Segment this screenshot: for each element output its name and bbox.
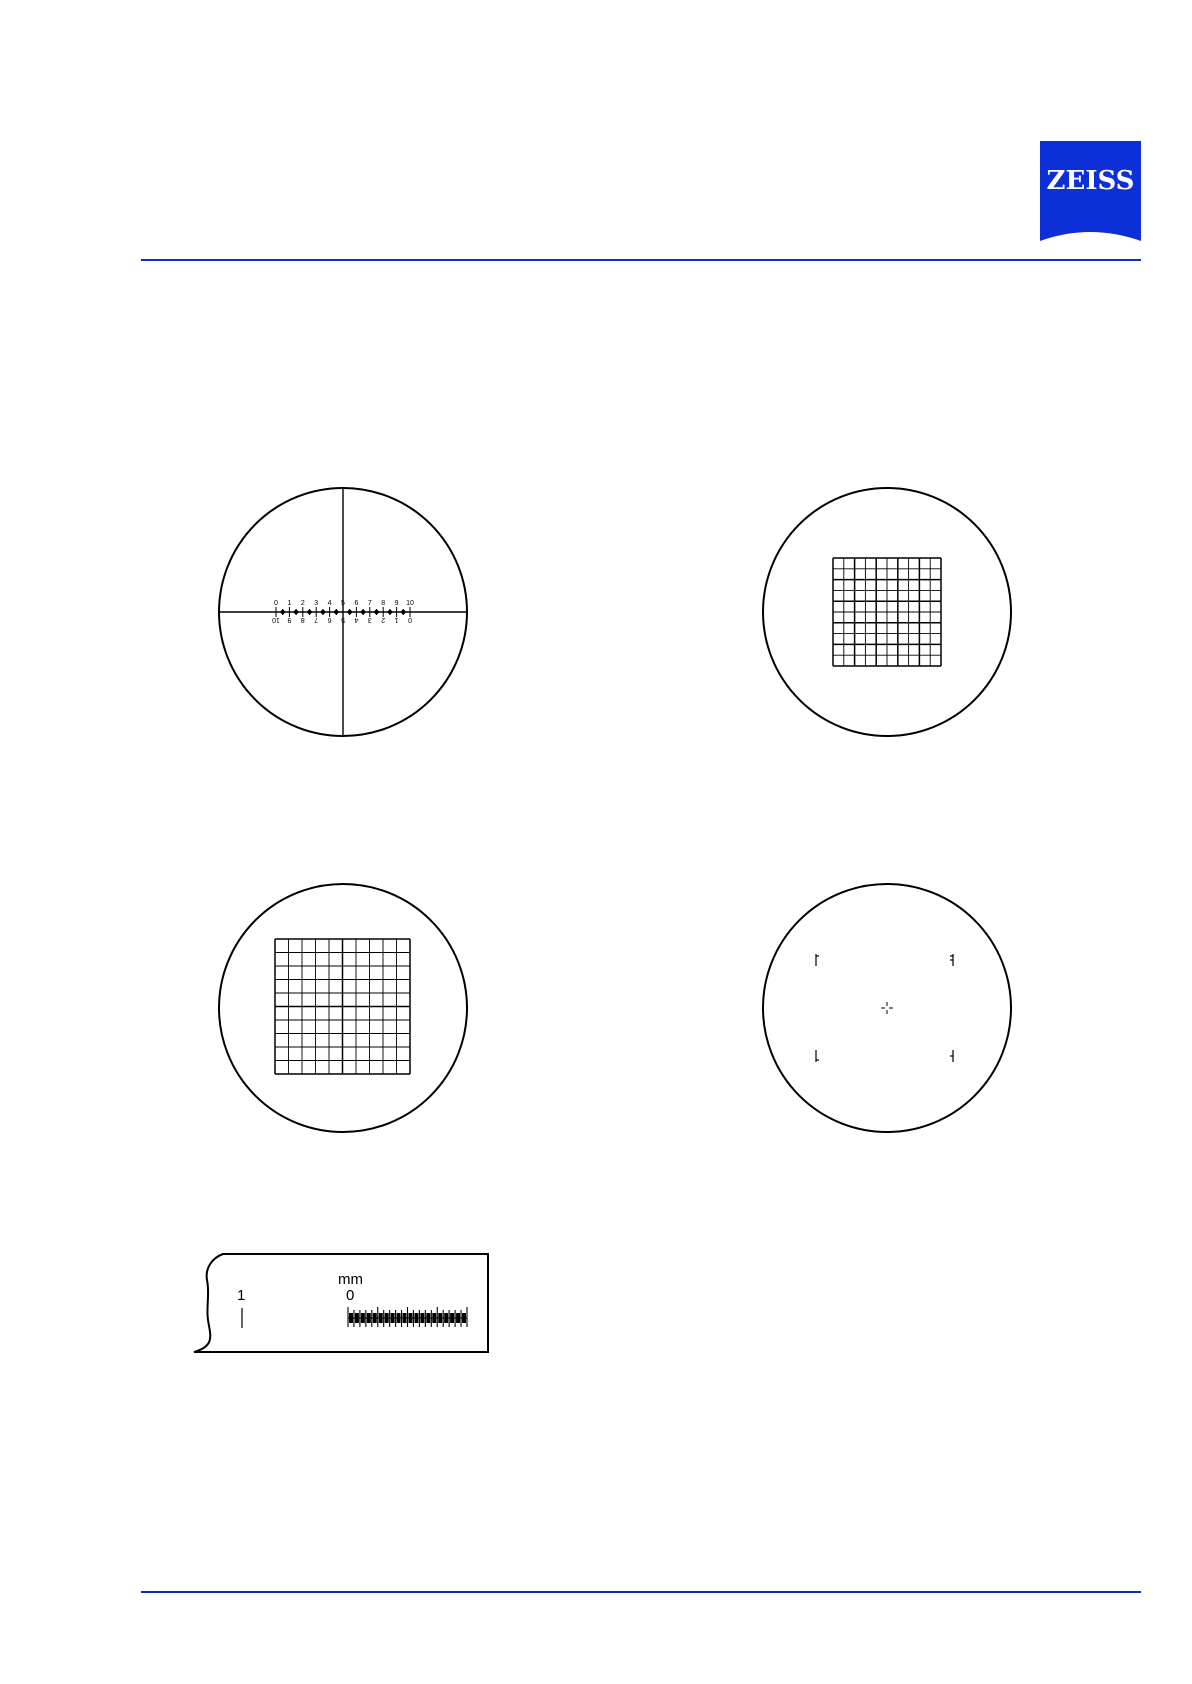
crossline-scale-reticle [217, 486, 469, 738]
micrometer-block [444, 1313, 448, 1323]
micrometer-block [361, 1313, 365, 1323]
reticle-circle [763, 884, 1011, 1132]
upper-label: 6 [354, 600, 359, 607]
micrometer-block [450, 1313, 454, 1323]
micrometer-block [432, 1313, 436, 1323]
micrometer-block [355, 1313, 359, 1323]
lower-scale-labels [272, 616, 412, 623]
lower-label: 1 [394, 616, 399, 623]
center-cross-mark [881, 1002, 893, 1014]
corner-mark-top-right [950, 954, 953, 966]
lower-label: 6 [327, 616, 332, 623]
fine-net-micrometer-reticle [217, 882, 469, 1134]
lower-label: 8 [300, 616, 305, 623]
scale-marker [333, 609, 339, 615]
scale-marker [374, 609, 380, 615]
lower-label: 10 [272, 616, 280, 623]
stage-micrometer [190, 1250, 490, 1356]
lower-label: 7 [314, 616, 319, 623]
micrometer-unit-label: mm [338, 1271, 363, 1288]
micrometer-scale [348, 1307, 467, 1327]
header-rule [141, 259, 1141, 261]
upper-label: 8 [381, 600, 386, 607]
micrometer-block [420, 1313, 424, 1323]
scale-marker [307, 609, 313, 615]
lower-label: 3 [367, 616, 372, 623]
micrometer-block [409, 1313, 413, 1323]
scale-marker [387, 609, 393, 615]
micrometer-block [403, 1313, 407, 1323]
upper-label: 3 [314, 600, 319, 607]
net-grid [833, 558, 941, 666]
net-micrometer-reticle [761, 486, 1013, 738]
micrometer-block [456, 1313, 460, 1323]
upper-label: 2 [300, 600, 305, 607]
footer-rule [141, 1591, 1141, 1593]
micrometer-block [385, 1313, 389, 1323]
lower-label: 0 [408, 616, 412, 623]
micrometer-block [414, 1313, 418, 1323]
corner-mark-top-left [816, 954, 819, 966]
micrometer-block [462, 1313, 466, 1323]
scale-marker [360, 609, 366, 615]
micrometer-label-one: 1 [237, 1287, 246, 1304]
frame-reticle [761, 882, 1013, 1134]
micrometer-block [397, 1313, 401, 1323]
upper-label: 9 [394, 600, 399, 607]
zeiss-logo-text: ZEISS [1046, 166, 1135, 196]
upper-label: 7 [367, 600, 372, 607]
upper-label: 5 [341, 600, 345, 607]
micrometer-block [379, 1313, 383, 1323]
lower-label: 4 [354, 616, 359, 623]
micrometer-block [391, 1313, 395, 1323]
micrometer-block [373, 1313, 377, 1323]
upper-label: 1 [287, 600, 292, 607]
fine-net-grid [275, 939, 410, 1074]
corner-mark-bottom-left [816, 1050, 819, 1062]
micrometer-block [367, 1313, 371, 1323]
upper-label: 4 [327, 600, 332, 607]
scale-marker [347, 609, 353, 615]
upper-scale-labels [274, 600, 414, 607]
scale-marker [320, 609, 326, 615]
lower-label: 9 [287, 616, 292, 623]
micrometer-block [349, 1313, 353, 1323]
scale-ticks [276, 607, 410, 617]
micrometer-block [438, 1313, 442, 1323]
micrometer-label-zero: 0 [346, 1287, 355, 1304]
scale-marker [280, 609, 286, 615]
zeiss-logo [1040, 141, 1141, 241]
lower-label: 2 [381, 616, 386, 623]
corner-mark-bottom-right [950, 1050, 953, 1062]
scale-marker [400, 609, 406, 615]
scale-marker [293, 609, 299, 615]
upper-label: 10 [406, 600, 414, 607]
lower-label: 5 [341, 616, 345, 623]
micrometer-block [426, 1313, 430, 1323]
upper-label: 0 [274, 600, 278, 607]
